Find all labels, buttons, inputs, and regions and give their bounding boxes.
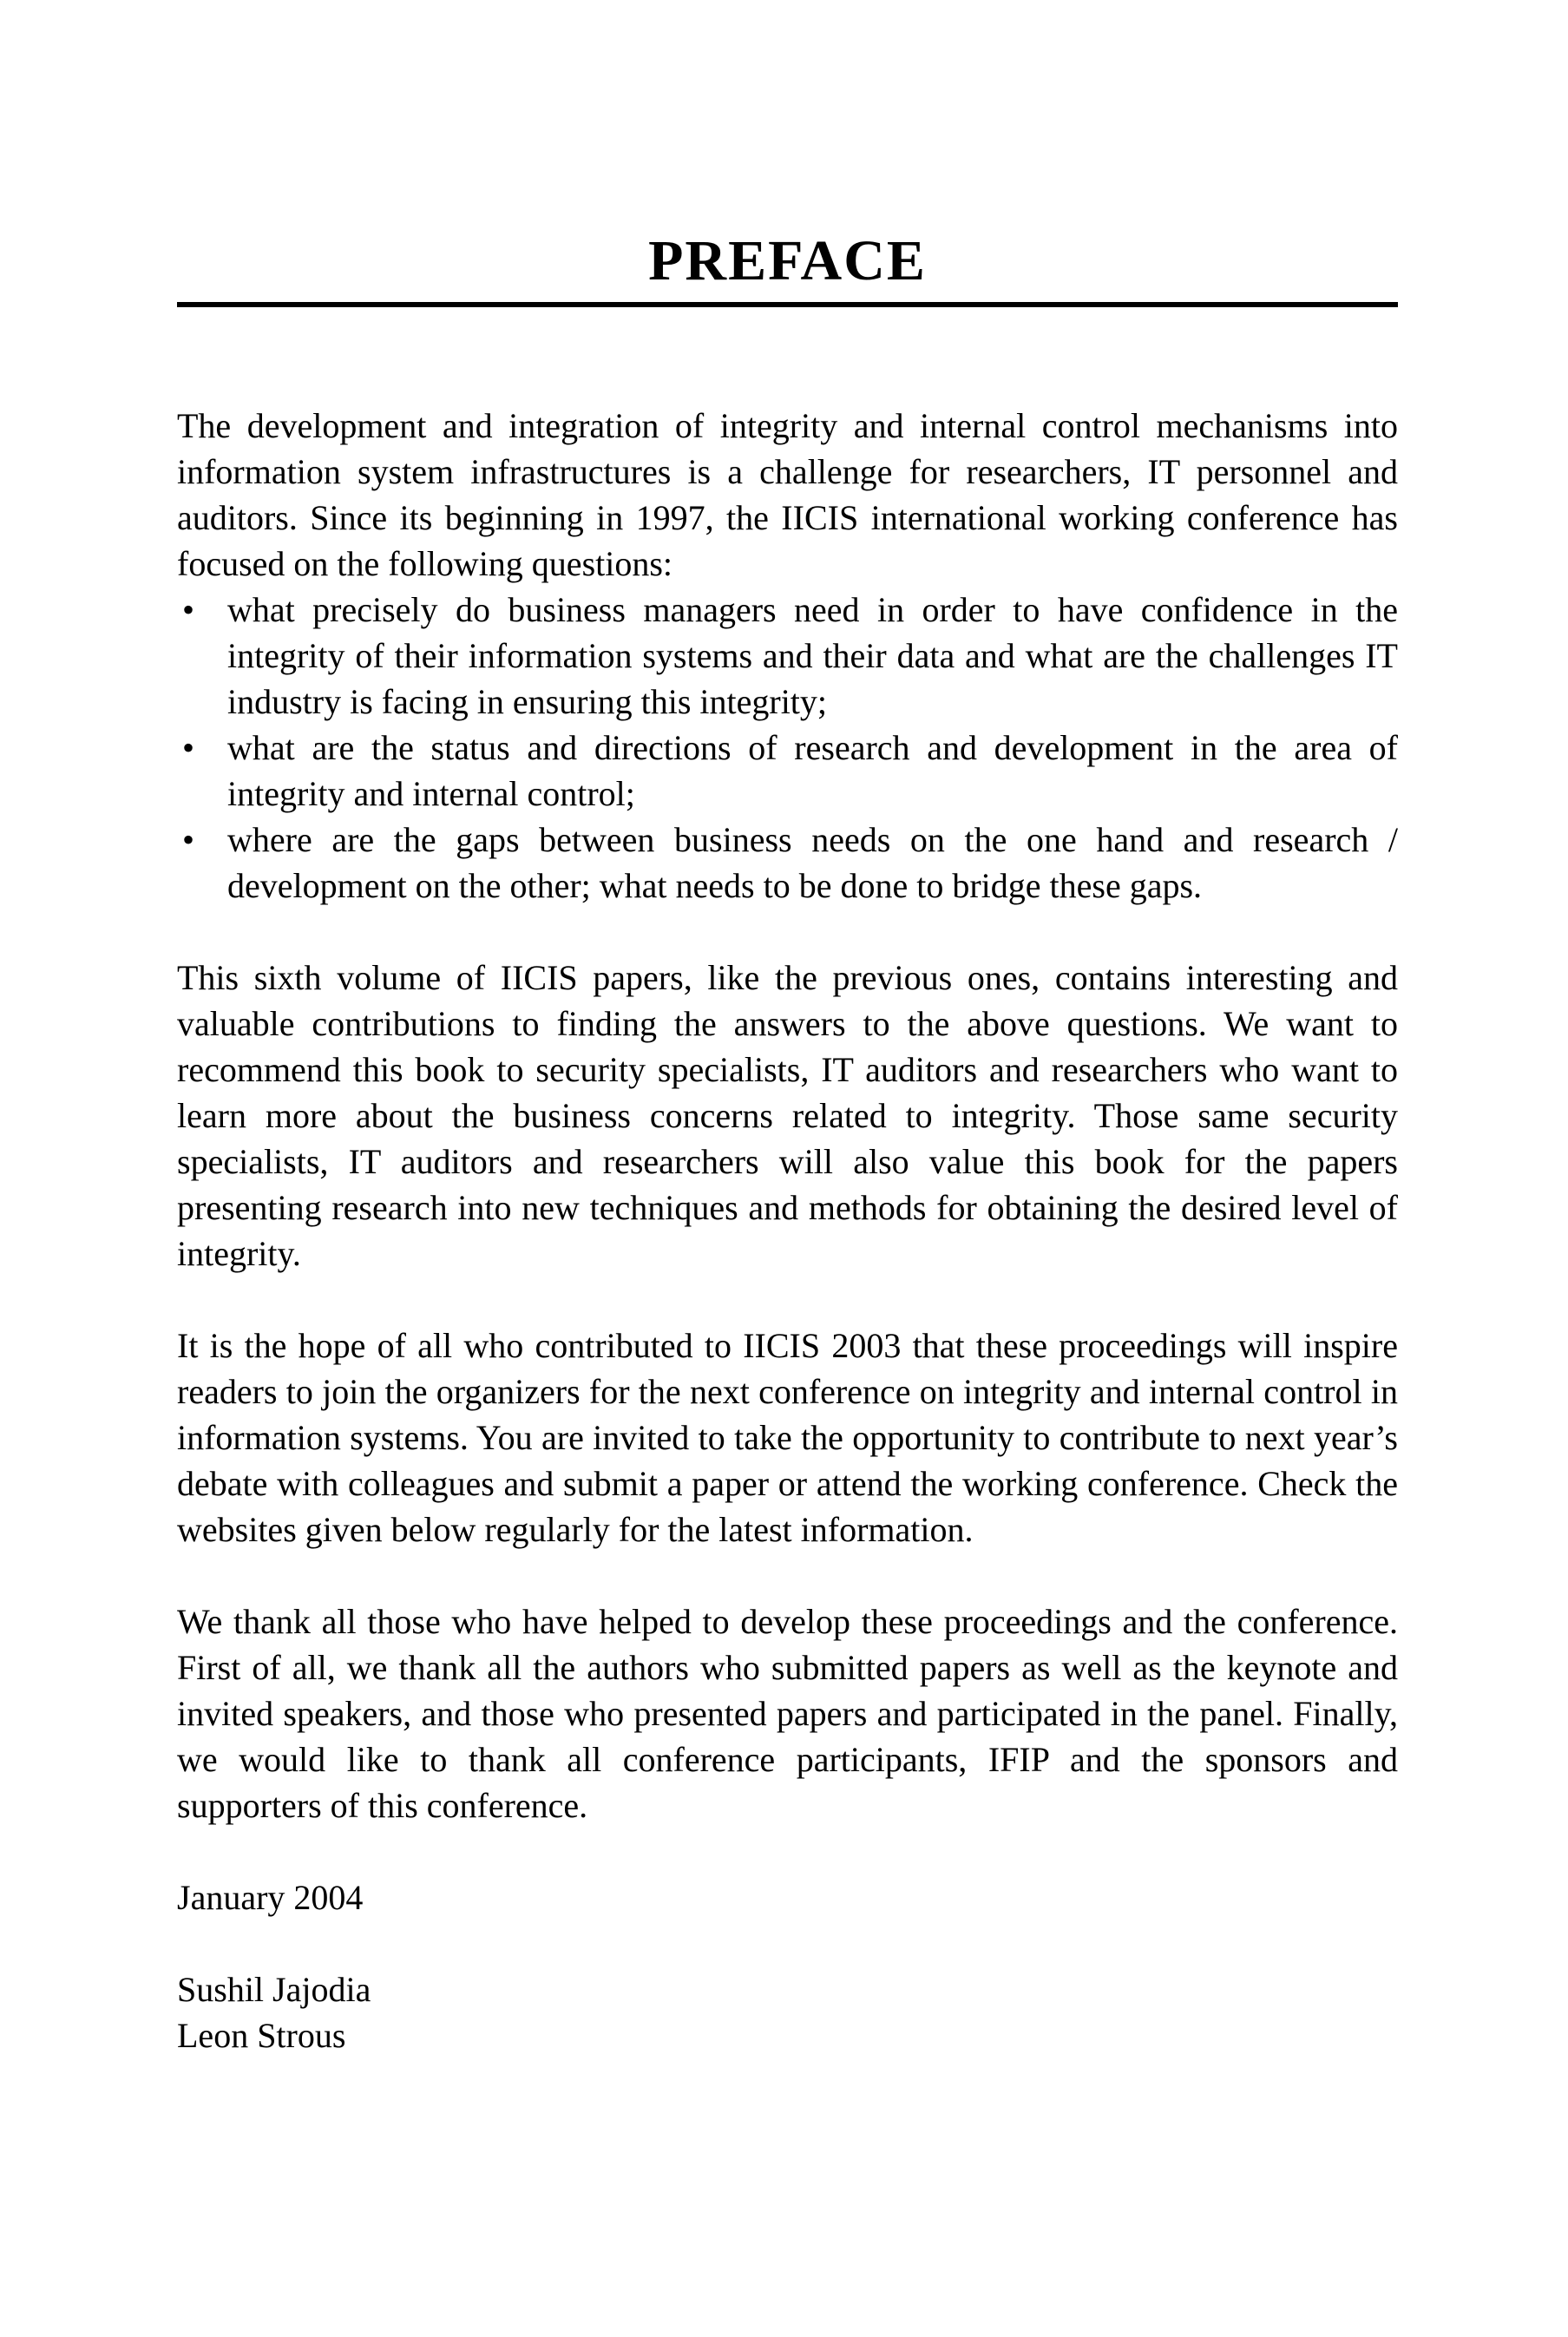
list-item — [177, 817, 1398, 909]
list-item-text: what precisely do business managers need in order to have confidence in the integrity of their information systems and their data and what are the challenges IT industry is facing in ensuring this integrity; — [227, 590, 1398, 721]
bullet-icon: • — [182, 820, 195, 859]
list-item — [177, 587, 1398, 725]
page-body — [177, 403, 1398, 2058]
title-underline — [177, 302, 1398, 307]
signature-name: Sushil Jajodia — [177, 1970, 371, 2009]
bullet-icon: • — [182, 590, 195, 629]
bullet-icon: • — [182, 728, 195, 767]
questions-list — [177, 587, 1398, 909]
list-item-text: where are the gaps between business needs on the one hand and research / development on the other; what needs to be done to bridge these gaps. — [227, 820, 1398, 905]
page-title: PREFACE — [648, 229, 927, 292]
paragraph-thanks: We thank all those who have helped to develop these proceedings and the conference. First of all, we thank all the authors who submitted papers as well as the keynote and invited speakers, and those who presented papers and participated in the panel. Finally, we would like to thank all conference participants, IFIP and the sponsors and supporters of this conference. — [177, 1602, 1398, 1825]
paragraph-intro: The development and integration of integrity and internal control mechanisms into information system infrastructures is a challenge for researchers, IT personnel and auditors. Since its beginning in 1997, the IICIS international working conference has focused on the following questions: — [177, 406, 1398, 583]
date-line: January 2004 — [177, 1878, 364, 1917]
page-header — [177, 0, 1398, 307]
list-item-text: what are the status and directions of research and development in the area of integrity and internal control; — [227, 728, 1398, 813]
paragraph-hope: It is the hope of all who contributed to IICIS 2003 that these proceedings will inspire readers to join the organizers for the next conference on integrity and internal control in information systems. You are invited to take the opportunity to contribute to next year’s debate with colleagues and submit a paper or attend the working conference. Check the websites given below regularly for the latest information. — [177, 1326, 1398, 1549]
paragraph-volume: This sixth volume of IICIS papers, like the previous ones, contains interesting and valuable contributions to finding the answers to the above questions. We want to recommend this book to security specialists, IT auditors and researchers who want to learn more about the business concerns related to integrity. Those same security specialists, IT auditors and researchers will also value this book for the papers presenting research into new techniques and methods for obtaining the desired level of integrity. — [177, 958, 1398, 1273]
signature-name: Leon Strous — [177, 2016, 346, 2055]
list-item — [177, 725, 1398, 817]
signature-block — [177, 1966, 1398, 2058]
